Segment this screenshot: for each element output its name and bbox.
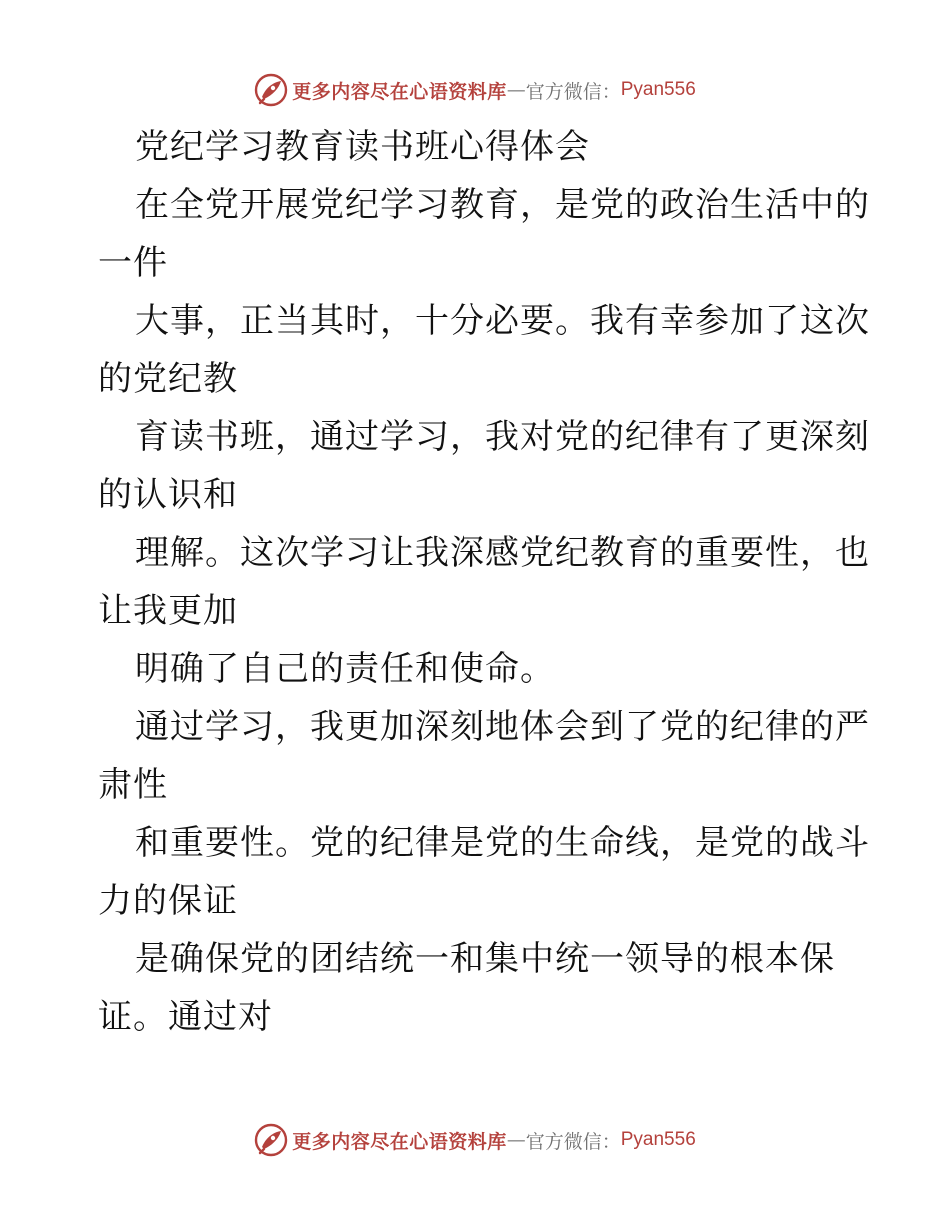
banner-site-text: 更多内容尽在心语资料库	[292, 80, 507, 103]
paragraph-line: 证。通过对	[98, 997, 273, 1037]
paragraph-line: 和重要性。党的纪律是党的生命线，是党的战斗	[135, 823, 870, 863]
pen-logo-icon	[254, 1123, 288, 1157]
paragraph-line: 在全党开展党纪学习教育，是党的政治生活中的	[135, 185, 870, 225]
paragraph-line: 的认识和	[98, 475, 238, 515]
paragraph-line: 是确保党的团结统一和集中统一领导的根本保	[135, 939, 835, 979]
header-banner	[0, 70, 950, 110]
footer-banner	[0, 1120, 950, 1160]
pen-logo-icon	[254, 73, 288, 107]
paragraph-line: 的党纪教	[98, 359, 238, 399]
paragraph-line: 育读书班，通过学习，我对党的纪律有了更深刻	[135, 417, 870, 457]
paragraph-line: 大事，正当其时，十分必要。我有幸参加了这次	[135, 301, 870, 341]
banner-wechat-id: Pyan556	[620, 1129, 696, 1150]
banner-dash: —	[506, 79, 526, 101]
banner-official-label: 官方微信：	[525, 80, 621, 103]
paragraph-line: 理解。这次学习让我深感党纪教育的重要性，也	[135, 533, 870, 573]
paragraph-line: 让我更加	[98, 591, 238, 631]
paragraph-line: 力的保证	[98, 881, 238, 921]
banner-site-text: 更多内容尽在心语资料库	[292, 1130, 507, 1153]
paragraph-line: 通过学习，我更加深刻地体会到了党的纪律的严	[135, 707, 870, 747]
paragraph-line: 明确了自己的责任和使命。	[135, 649, 555, 689]
document-title: 党纪学习教育读书班心得体会	[135, 127, 590, 167]
paragraph-line: 肃性	[98, 765, 168, 805]
paragraph-line: 一件	[98, 243, 168, 283]
banner-official-label: 官方微信：	[525, 1130, 621, 1153]
banner-dash: —	[506, 1129, 526, 1151]
banner-wechat-id: Pyan556	[620, 79, 696, 100]
